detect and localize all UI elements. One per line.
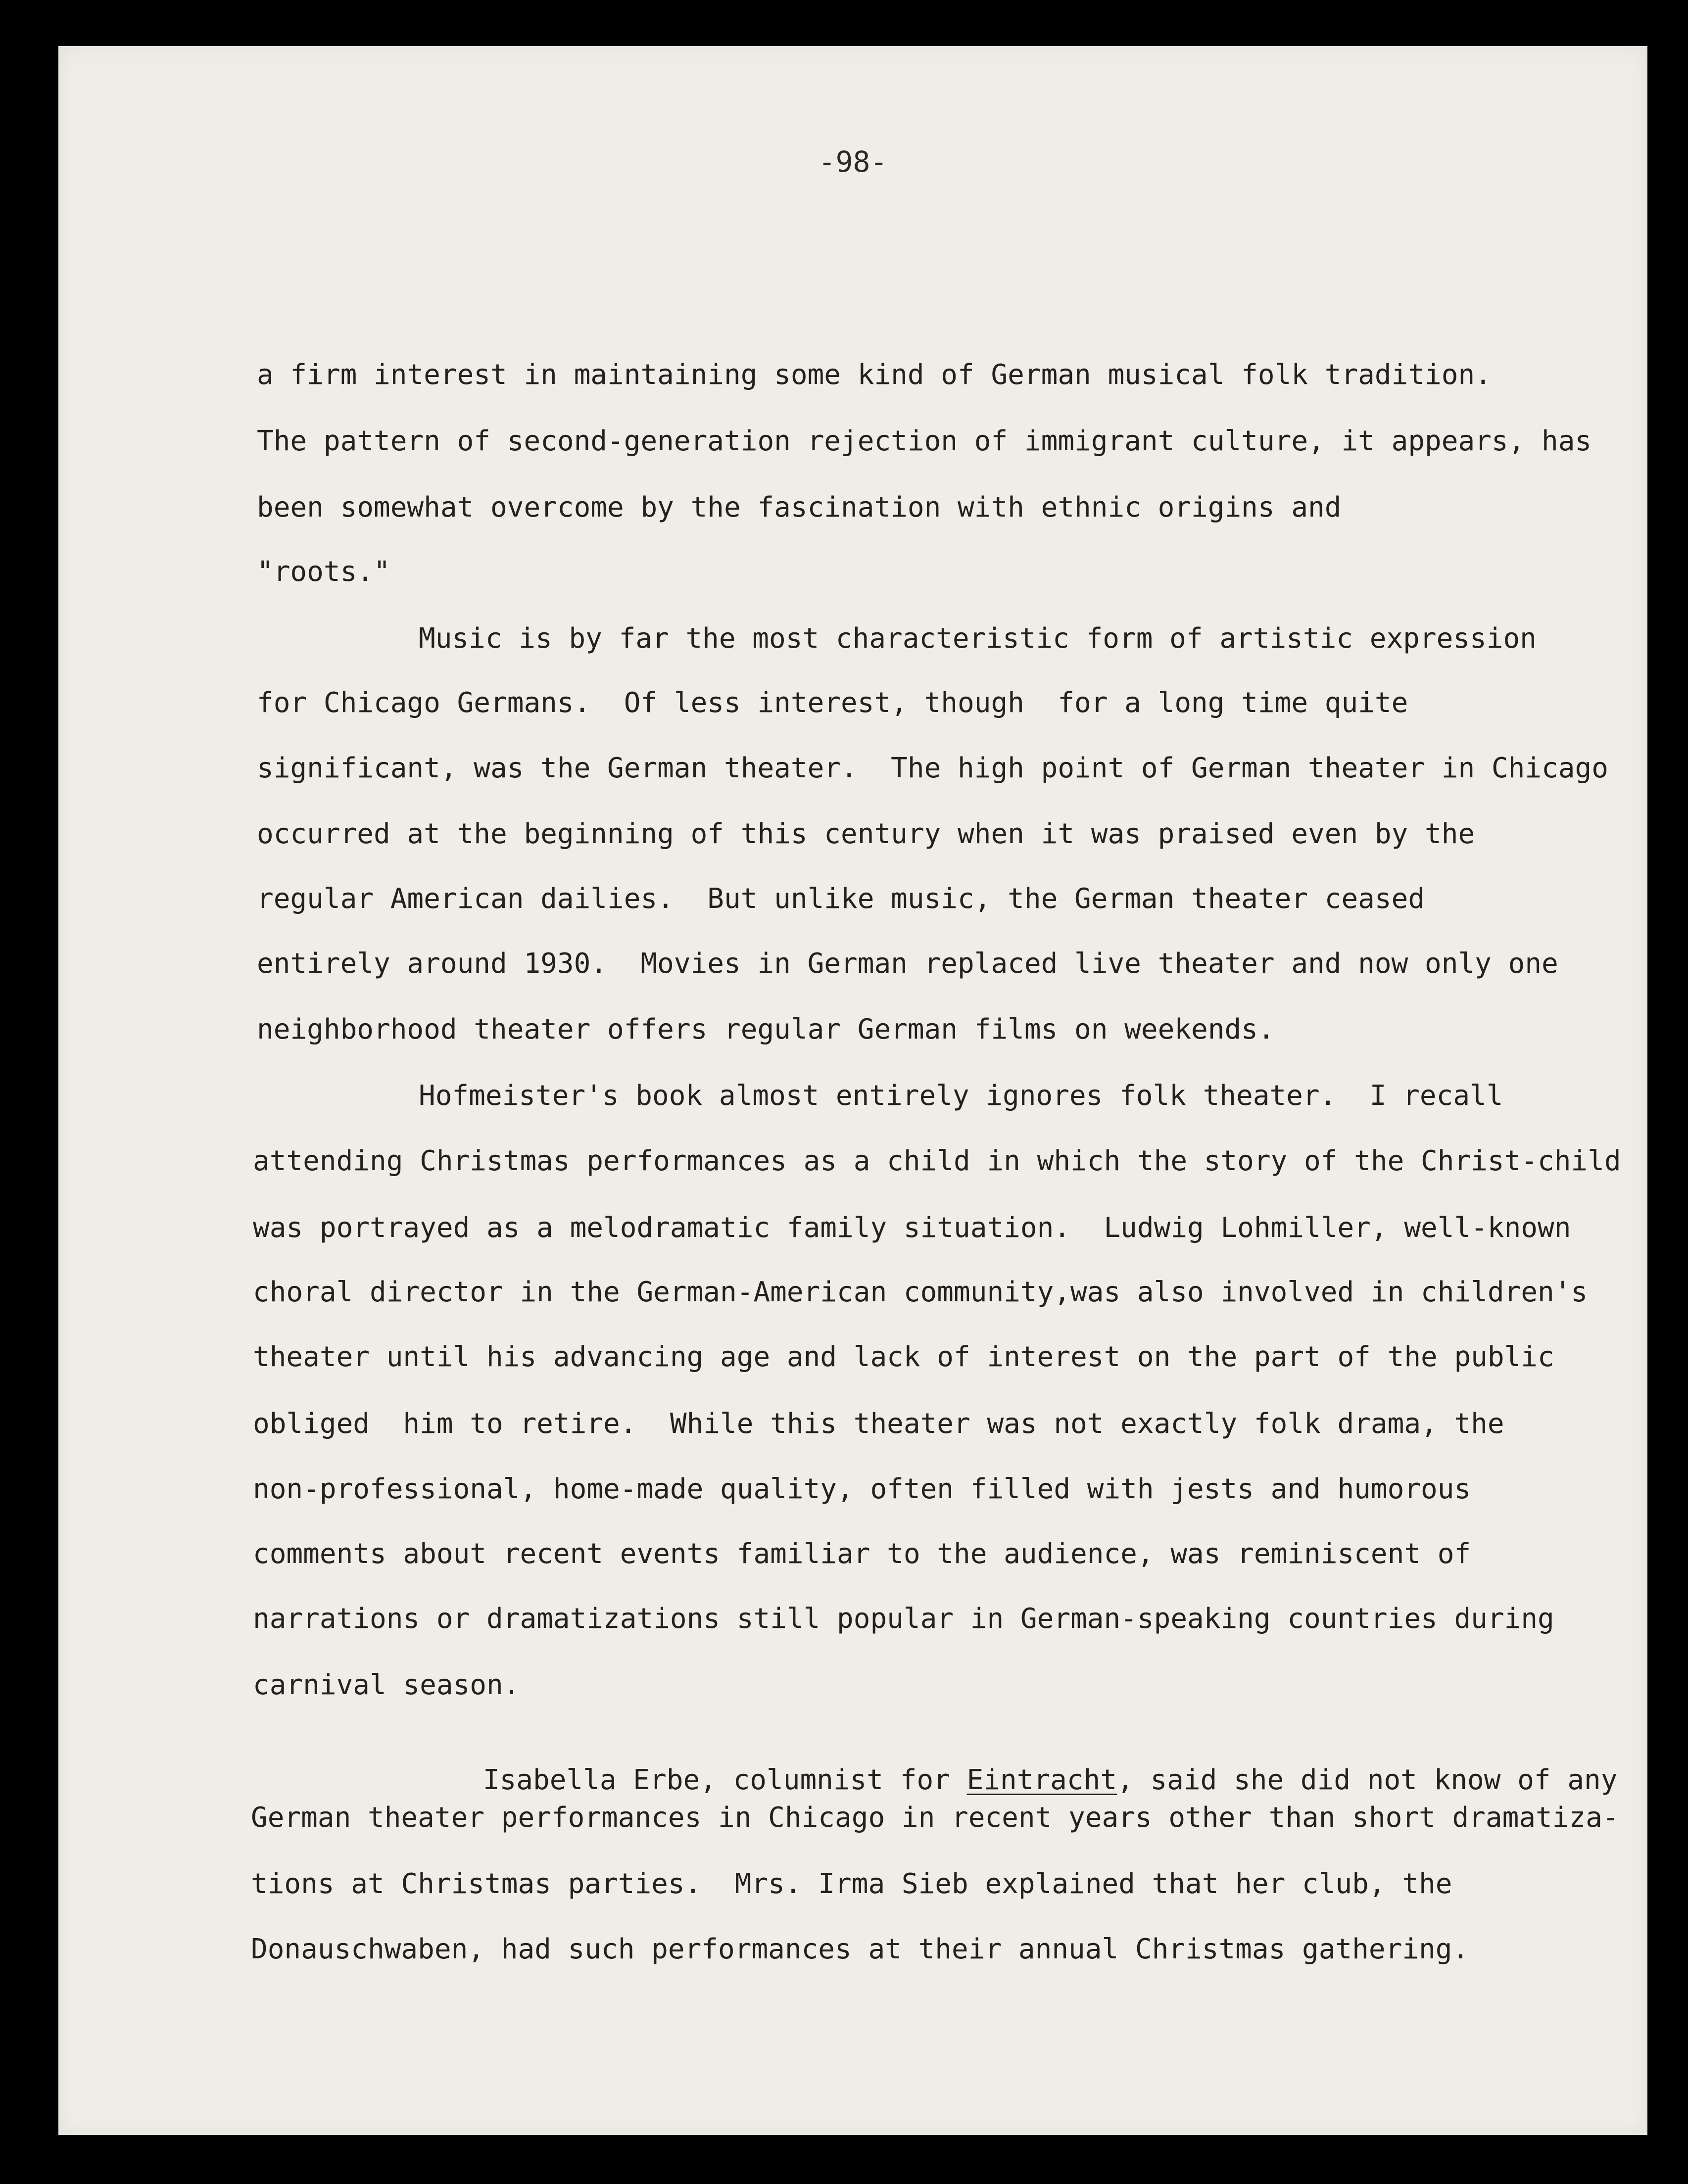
text-line: attending Christmas performances as a child in which the story of the Christ-child bbox=[253, 1145, 1621, 1177]
text-line: a firm interest in maintaining some kind of German musical folk tradition. bbox=[257, 359, 1492, 391]
text-line: entirely around 1930. Movies in German replaced live theater and now only one bbox=[257, 948, 1558, 980]
text-line: for Chicago Germans. Of less interest, though for a long time quite bbox=[257, 687, 1408, 719]
text-line: regular American dailies. But unlike music, the German theater ceased bbox=[257, 883, 1425, 915]
text-line: "roots." bbox=[257, 556, 390, 588]
text-line: occurred at the beginning of this century when it was praised even by the bbox=[257, 818, 1475, 850]
text-line: narrations or dramatizations still popular in German-speaking countries during bbox=[253, 1603, 1554, 1635]
text-line: comments about recent events familiar to the audience, was reminiscent of bbox=[253, 1538, 1471, 1570]
text-line: was portrayed as a melodramatic family situation. Ludwig Lohmiller, well-known bbox=[253, 1212, 1571, 1244]
text-line: Music is by far the most characteristic form of artistic expression bbox=[419, 622, 1537, 655]
text-line: neighborhood theater offers regular German films on weekends. bbox=[257, 1013, 1275, 1045]
typed-page bbox=[58, 46, 1647, 2135]
text-line: theater until his advancing age and lack of interest on the part of the public bbox=[253, 1341, 1554, 1373]
text-line: non-professional, home-made quality, often filled with jests and humorous bbox=[253, 1473, 1471, 1505]
text-line: significant, was the German theater. The high point of German theater in Chicago bbox=[257, 752, 1608, 784]
text-line: The pattern of second-generation rejection of immigrant culture, it appears, has bbox=[257, 425, 1592, 457]
text-line: carnival season. bbox=[253, 1669, 520, 1701]
text-line: Donauschwaben, had such performances at their annual Christmas gathering. bbox=[251, 1933, 1469, 1965]
text-line: been somewhat overcome by the fascination with ethnic origins and bbox=[257, 491, 1342, 523]
text-line: tions at Christmas parties. Mrs. Irma Sieb explained that her club, the bbox=[251, 1868, 1452, 1900]
text-segment: , said she did not know of any bbox=[1117, 1764, 1618, 1796]
publication-title-eintracht: Eintracht bbox=[966, 1764, 1117, 1796]
text-line: Hofmeister's book almost entirely ignores folk theater. I recall bbox=[419, 1080, 1503, 1112]
text-segment: Isabella Erbe, columnist for bbox=[482, 1764, 967, 1796]
text-line: obliged him to retire. While this theater was not exactly folk drama, the bbox=[253, 1408, 1504, 1440]
page-number: -98- bbox=[818, 145, 888, 179]
text-line: choral director in the German-American community,was also involved in children's bbox=[253, 1276, 1588, 1308]
text-line: German theater performances in Chicago in recent years other than short dramatiza- bbox=[251, 1802, 1619, 1834]
